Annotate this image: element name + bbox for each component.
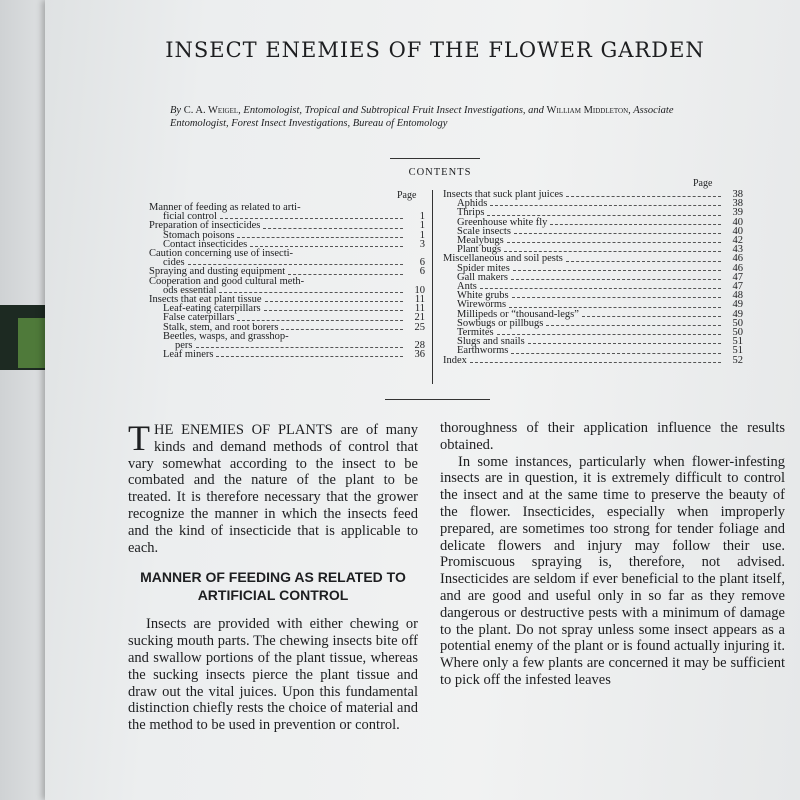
toc-leader-dots	[220, 218, 403, 219]
toc-entry-label: Cooperation and good cultural meth-	[149, 275, 305, 287]
toc-leader-dots	[288, 274, 403, 275]
toc-leader-dots	[216, 356, 403, 357]
toc-leader-dots	[188, 264, 403, 265]
left-body-column	[128, 418, 418, 734]
toc-leader-dots	[550, 224, 721, 225]
toc-entry	[443, 273, 743, 282]
toc-entry-label: Slugs and snails	[457, 336, 525, 348]
right-body-column	[440, 420, 785, 689]
toc-entry-page: 43	[732, 244, 743, 256]
toc-entry-page: 48	[732, 290, 743, 302]
toc-entry	[149, 350, 425, 359]
byline-role-2: , Associate Entomologist, Forest Insect Investigations, Bureau of Entomology	[170, 105, 674, 129]
toc-leader-dots	[263, 228, 403, 229]
toc-entry-page: 10	[414, 284, 425, 296]
toc-leader-dots	[507, 242, 721, 243]
toc-entry-page: 1	[419, 211, 425, 223]
document-page	[45, 0, 800, 800]
toc-entry-page: 47	[732, 281, 743, 293]
toc-entry-page: 49	[732, 308, 743, 320]
toc-entry-label: Ants	[457, 281, 477, 293]
toc-entry-page: 40	[732, 225, 743, 237]
toc-entry	[443, 346, 743, 355]
toc-entry-page: 25	[414, 321, 425, 333]
toc-entry-label: ods essential	[163, 284, 217, 296]
toc-entry-page: 1	[419, 220, 425, 232]
toc-entry-page: 21	[414, 312, 425, 324]
toc-entry-label: Manner of feeding as related to arti-	[149, 202, 301, 213]
toc-left-page-label: Page	[397, 190, 417, 201]
toc-leader-dots	[470, 362, 721, 363]
toc-entry-label: Sowbugs or pillbugs	[457, 317, 544, 329]
toc-entry-page: 52	[732, 354, 743, 366]
toc-entry-page: 36	[414, 349, 425, 361]
toc-entry-label: pers	[175, 340, 193, 352]
middle-rule	[385, 399, 490, 400]
toc-entry-label: Termites	[457, 327, 494, 339]
toc-entry-label: cides	[163, 257, 185, 269]
toc-leader-dots	[504, 251, 721, 252]
toc-entry-label: Greenhouse white fly	[457, 216, 548, 228]
toc-entry	[443, 356, 743, 365]
top-rule	[390, 158, 480, 159]
toc-leader-dots	[566, 261, 721, 262]
toc-leader-dots	[582, 316, 721, 317]
toc-leader-dots	[237, 237, 403, 238]
section-paragraph: Insects are provided with either chewing or sucking mouth parts. The chewing insects bite off and swallow portions of the plant tissue, whereas the sucking insects pierce the plant tissue and draw out the vital juices. Upon this fundamental distinction chiefly rests the choice of material and the method to be used in prevention or control.	[128, 616, 418, 734]
toc-entry-label: Scale insects	[457, 225, 511, 237]
toc-entry-label: Preparation of insecticides	[149, 220, 261, 232]
toc-entry-page: 1	[419, 229, 425, 241]
toc-entry-page: 50	[732, 327, 743, 339]
toc-leader-dots	[528, 343, 721, 344]
toc-entry-page: 49	[732, 299, 743, 311]
toc-leader-dots	[487, 215, 721, 216]
toc-entry-label: False caterpillars	[163, 312, 235, 324]
toc-entry-label: Thrips	[457, 207, 485, 219]
toc-leader-dots	[546, 325, 721, 326]
toc-entry-label: Contact insecticides	[163, 238, 248, 250]
toc-entry-page: 42	[732, 235, 743, 247]
toc-entry-label: White grubs	[457, 290, 509, 302]
toc-leader-dots	[250, 246, 403, 247]
byline-role-1: , Entomologist, Tropical and Subtropical Fruit Insect Investigations, and	[238, 105, 544, 116]
toc-leader-dots	[511, 279, 721, 280]
toc-entry-label: Earthworms	[457, 345, 509, 357]
document-title: INSECT ENEMIES OF THE FLOWER GARDEN	[165, 38, 705, 62]
toc-entry-label: Stomach poisons	[163, 229, 235, 241]
toc-right-column	[443, 190, 743, 365]
toc-entry-page: 6	[419, 266, 425, 278]
toc-entry-label: Gall makers	[457, 271, 509, 283]
toc-leader-dots	[480, 288, 721, 289]
toc-entry-page: 46	[732, 253, 743, 265]
right-paragraph-2: In some instances, particularly when flower-infesting insects are in question, it is extremely difficult to control the insect and at the same time to preserve the beauty of the flower. Insecticides, especially when improperly prepared, are sometimes too strong for tender foliage and delicate flowers and injury may follow their use. Promiscuous spraying is, therefore, not advised. Insecticides are seldom if ever beneficial to the plant itself, and are good and useful only in so far as they remove dangerous or destructive pests with a minimum of damage to the plant. Do not spray unless some insect appears as a potential enemy of the plant or is found actually injuring it. Where only a few plants are concerned it may be sufficient to pick off the infested leaves	[440, 453, 785, 688]
toc-leader-dots	[237, 320, 403, 321]
toc-entry	[443, 190, 743, 199]
toc-leader-dots	[219, 292, 403, 293]
toc-entry-label: Insects that suck plant juices	[443, 189, 564, 200]
drop-cap: T	[128, 418, 150, 458]
toc-leader-dots	[509, 307, 721, 308]
toc-leader-dots	[566, 196, 721, 197]
toc-entry-label: Plant bugs	[457, 244, 502, 256]
byline-author-1: C. A. Weigel	[183, 105, 239, 116]
toc-entry-page: 38	[732, 198, 743, 210]
byline-by: By	[170, 105, 182, 116]
toc-entry-label: Insects that eat plant tissue	[149, 294, 262, 306]
toc-entry-label: Spider mites	[457, 262, 510, 274]
toc-entry-page: 38	[732, 189, 743, 200]
toc-left-column	[149, 203, 425, 359]
toc-entry-page: 51	[732, 336, 743, 348]
toc-leader-dots	[512, 297, 721, 298]
toc-leader-dots	[490, 205, 721, 206]
toc-entry-page: 11	[414, 303, 425, 315]
toc-leader-dots	[281, 329, 403, 330]
toc-entry-label: Caution concerning use of insecti-	[149, 248, 294, 260]
toc-entry-label: Index	[443, 354, 467, 366]
toc-entry-label: Stalk, stem, and root borers	[163, 321, 279, 333]
toc-entry-page: 3	[419, 238, 425, 250]
toc-entry-page: 50	[732, 317, 743, 329]
toc-entry-page: 39	[732, 207, 743, 219]
toc-entry-label: Aphids	[457, 198, 488, 210]
toc-right-page-label: Page	[693, 178, 713, 189]
section-heading: MANNER OF FEEDING AS RELATED TO ARTIFICIAL CONTROL	[140, 569, 406, 604]
toc-entry-label: Leaf-eating caterpillars	[163, 303, 261, 315]
toc-entry-label: Mealybugs	[457, 235, 504, 247]
toc-leader-dots	[513, 270, 721, 271]
toc-entry-page: 28	[414, 340, 425, 352]
toc-entry-label: Leaf miners	[163, 349, 214, 361]
toc-entry-page: 46	[732, 262, 743, 274]
right-paragraph-1: thoroughness of their application influence the results obtained.	[440, 420, 785, 453]
intro-paragraph	[128, 418, 418, 556]
toc-entry-page: 6	[419, 257, 425, 269]
toc-leader-dots	[196, 347, 404, 348]
toc-entry-label: Wireworms	[457, 299, 507, 311]
toc-leader-dots	[511, 353, 721, 354]
toc-entry-page: 40	[732, 216, 743, 228]
toc-leader-dots	[497, 334, 721, 335]
byline	[170, 104, 730, 130]
toc-entry-label: Millipeds or “thousand-legs”	[457, 308, 579, 320]
toc-entry-label: Spraying and dusting equipment	[149, 266, 286, 278]
toc-entry	[443, 199, 743, 208]
toc-leader-dots	[514, 233, 721, 234]
toc-entry-label: Beetles, wasps, and grasshop-	[163, 330, 289, 342]
toc-entry-label: Miscellaneous and soil pests	[443, 253, 563, 265]
toc-leader-dots	[265, 301, 403, 302]
toc-divider	[432, 190, 433, 384]
toc-entry	[149, 249, 425, 258]
toc-entry-label: ficial control	[163, 211, 217, 223]
toc-entry-page: 11	[414, 294, 425, 306]
toc-leader-dots	[264, 310, 403, 311]
contents-heading: CONTENTS	[408, 167, 472, 178]
toc-entry-page: 47	[732, 271, 743, 283]
toc-entry-page: 51	[732, 345, 743, 357]
intro-text: HE ENEMIES OF PLANTS are of many kinds and demand methods of control that vary somewhat according to the insect to be combated and the nature of the plant to be treated. It is therefore necessary that the grower recognize the manner in which the insects feed and the kind of insecticide that is applicable to each.	[128, 422, 418, 556]
byline-author-2: William Middleton	[546, 105, 629, 116]
